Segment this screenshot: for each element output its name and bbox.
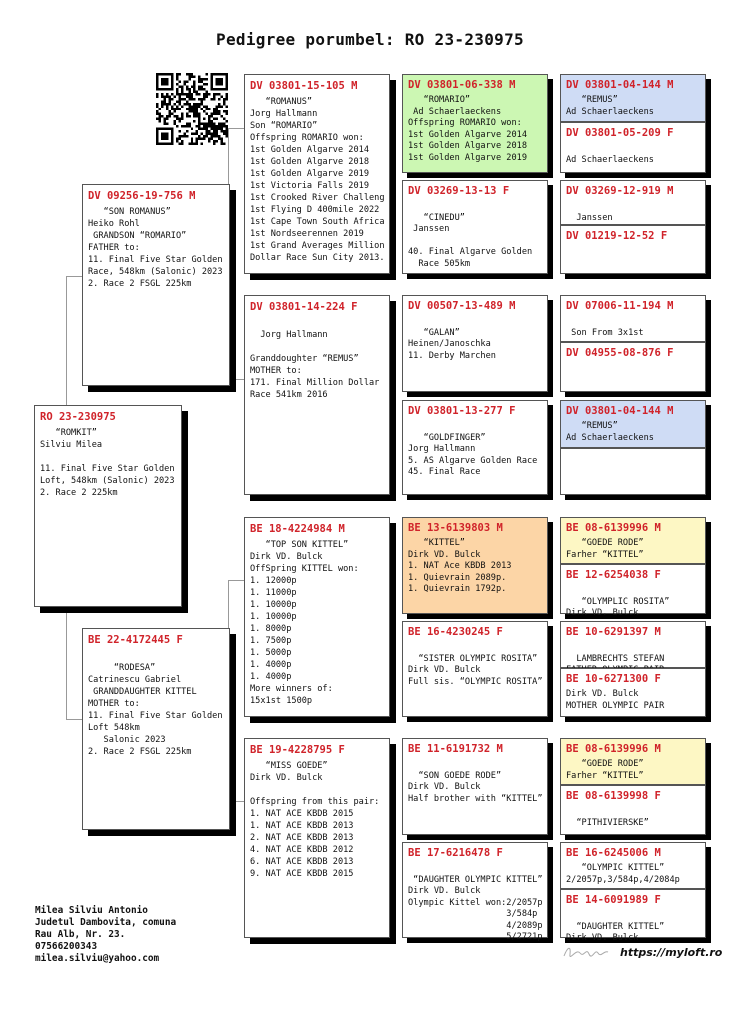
detail-line: 9. NAT ACE KBDB 2015 xyxy=(250,869,354,879)
ring-number: RO 23-230975 xyxy=(40,411,116,423)
ring-number: BE 08-6139998 F xyxy=(566,790,661,802)
detail-line: milea.silviu@yahoo.com xyxy=(35,953,160,964)
pigeon-card-gen4-4[interactable] xyxy=(560,225,706,274)
detail-line: “OLYMPLIC ROSITA” xyxy=(566,596,670,607)
detail-line: MOTHER to: xyxy=(250,366,302,376)
detail-line: “OLYMPIC KITTEL” xyxy=(566,863,665,873)
detail-line: 2/2057p,3/584p,4/2084p xyxy=(566,874,680,885)
pigeon-details xyxy=(566,95,700,118)
ring-number: DV 03801-14-224 F xyxy=(250,301,358,313)
detail-line: “SISTER OLYMPIC ROSITA” xyxy=(408,653,538,664)
ring-number: DV 03801-06-338 M xyxy=(408,79,516,91)
detail-line: Offspring ROMARIO won: xyxy=(408,118,522,128)
detail-line: Loft, 548km (Salonic) 2023 xyxy=(40,476,175,486)
detail-line: “GOEDE RODE” xyxy=(566,759,644,769)
detail-line: Dirk VD. Bulck xyxy=(566,933,639,943)
detail-line xyxy=(566,143,700,155)
detail-line: 1st Golden Algarve 2018 xyxy=(408,141,527,151)
detail-line: Race 541km 2016 xyxy=(250,390,328,400)
detail-line: More winners of: xyxy=(250,684,333,694)
detail-line: GRANDDAUGHTER KITTEL xyxy=(88,687,197,697)
detail-line: 5/2721p xyxy=(408,932,543,942)
detail-line: 1st Golden Algarve 2019 xyxy=(250,169,369,179)
pigeon-card-gen4-8[interactable] xyxy=(560,448,706,495)
detail-line: 1st Victoria Falls 2019 xyxy=(250,181,369,191)
ring-number: BE 08-6139996 M xyxy=(566,743,661,755)
detail-line: Salonic 2023 xyxy=(88,735,166,745)
pigeon-card-gen4-10[interactable] xyxy=(560,564,706,618)
connector-line xyxy=(228,580,245,802)
detail-line: 5. AS Algarve Golden Race xyxy=(408,455,538,466)
pigeon-details xyxy=(566,863,700,886)
page-title: Pedigree porumbel: RO 23-230975 xyxy=(216,30,524,49)
detail-line xyxy=(566,910,700,922)
detail-line: “CINEDU” xyxy=(408,212,465,223)
pigeon-details xyxy=(408,316,542,362)
ring-number: BE 14-6091989 F xyxy=(566,894,661,906)
pigeon-card-gen4-9[interactable] xyxy=(560,517,706,564)
detail-line: Janssen xyxy=(566,212,613,223)
detail-line xyxy=(408,642,542,654)
detail-line: Dirk VD. Bulck xyxy=(408,886,481,896)
detail-line: “ROMARIO” xyxy=(408,95,471,105)
detail-line: Heinen/Janoschka xyxy=(408,339,491,349)
ring-number: DV 03269-13-13 F xyxy=(408,185,510,197)
ring-number: DV 07006-11-194 M xyxy=(566,300,674,312)
detail-line: 1. NAT ACE KBDB 2015 xyxy=(250,809,354,819)
ring-number: BE 11-6191732 M xyxy=(408,743,503,755)
pigeon-details xyxy=(250,539,384,707)
detail-line: “KITTEL” xyxy=(408,538,465,548)
pigeon-card-gen4-16[interactable] xyxy=(560,889,706,943)
detail-line: 1. Quievrain 2089p. xyxy=(408,572,507,583)
pigeon-card-gen4-12[interactable] xyxy=(560,668,706,717)
pigeon-details xyxy=(566,585,700,620)
ring-number: DV 03801-13-277 F xyxy=(408,405,516,417)
pigeon-details xyxy=(566,421,700,444)
detail-line: 6. NAT ACE KBDB 2013 xyxy=(250,857,354,867)
detail-line: 07566200343 xyxy=(35,941,98,952)
detail-line: 1st Golden Algarve 2014 xyxy=(408,129,527,140)
pigeon-card-gen4-14[interactable] xyxy=(560,785,706,835)
detail-line: 1. 5000p xyxy=(250,648,292,658)
detail-line: 3/584p xyxy=(408,909,538,919)
detail-line: Farher “KITTEL” xyxy=(566,770,644,781)
detail-line xyxy=(408,316,542,328)
detail-line: 1. 4000p xyxy=(250,672,292,682)
detail-line: “RODESA” xyxy=(88,663,156,673)
detail-line xyxy=(88,650,224,662)
detail-line: 40. Final Algarve Golden xyxy=(408,247,533,257)
pigeon-card-gen4-13[interactable] xyxy=(560,738,706,785)
detail-line: 1st Golden Algarve 2019 xyxy=(408,152,527,163)
detail-line: 2. Race 2 FSGL 225km xyxy=(88,747,192,757)
pigeon-details xyxy=(566,759,700,782)
pigeon-details xyxy=(408,642,542,688)
detail-line: LAMBRECHTS STEFAN xyxy=(566,653,665,664)
detail-line: MOTHER to: xyxy=(88,699,140,709)
detail-line: 2. Race 2 225km xyxy=(40,488,118,498)
detail-line: Dirk VD. Bulck xyxy=(566,608,639,618)
pigeon-card-gen4-2[interactable] xyxy=(560,122,706,173)
detail-line: 1st Golden Algarve 2018 xyxy=(250,157,369,167)
pigeon-card-gen3-3[interactable] xyxy=(402,295,548,392)
pigeon-details xyxy=(566,538,700,561)
ring-number: DV 04955-08-876 F xyxy=(566,347,674,359)
detail-line xyxy=(408,201,542,213)
detail-line: 1. 4000p xyxy=(250,660,292,670)
detail-line: “GOLDFINGER” xyxy=(408,432,486,443)
detail-line: 4. NAT ACE KBDB 2012 xyxy=(250,845,354,855)
detail-line: FATHER to: xyxy=(88,243,140,253)
pigeon-details xyxy=(566,689,700,712)
pigeon-card-gen2-1[interactable] xyxy=(244,74,390,274)
pigeon-details xyxy=(408,95,542,164)
pigeon-details xyxy=(566,910,700,945)
pigeon-details xyxy=(408,759,542,805)
detail-line xyxy=(566,201,700,213)
detail-line xyxy=(408,236,542,248)
detail-line: Heiko Rohl xyxy=(88,219,140,229)
detail-line: Full sis. “OLYMPIC ROSITA” xyxy=(408,676,543,687)
pigeon-details xyxy=(250,317,384,401)
ring-number: DV 03801-15-105 M xyxy=(250,80,358,92)
pigeon-details xyxy=(566,143,700,166)
pigeon-details xyxy=(566,806,700,829)
ring-number: DV 03801-04-144 M xyxy=(566,79,674,91)
detail-line: 2. NAT ACE KBDB 2013 xyxy=(250,833,354,843)
detail-line: 1. NAT ACE KBDB 2013 xyxy=(250,821,354,831)
detail-line: Ad Schaerlaeckens xyxy=(566,154,654,165)
detail-line: MOTHER OLYMPIC PAIR xyxy=(566,700,665,711)
detail-line: “PITHIVIERSKE” xyxy=(566,817,649,828)
ring-number: DV 03269-12-919 M xyxy=(566,185,674,197)
detail-line xyxy=(408,863,542,875)
detail-line: 1. NAT Ace KBDB 2013 xyxy=(408,561,512,571)
pigeon-card-gen4-3[interactable] xyxy=(560,180,706,225)
detail-line: “GALAN” xyxy=(408,327,460,338)
detail-line: Dirk VD. Bulck xyxy=(250,773,323,783)
pigeon-card-gen3-5[interactable] xyxy=(402,517,548,614)
detail-line: Offspring ROMARIO won: xyxy=(250,133,364,143)
detail-line: 15x1st 1500p xyxy=(250,696,313,706)
pigeon-card-gen4-7[interactable] xyxy=(560,400,706,448)
qr-code-icon xyxy=(156,73,228,145)
pigeon-card-gen4-11[interactable] xyxy=(560,621,706,668)
ring-number: BE 16-4230245 F xyxy=(408,626,503,638)
ring-number: BE 19-4228795 F xyxy=(250,744,345,756)
detail-line: Half brother with “KITTEL” xyxy=(408,793,543,804)
detail-line xyxy=(250,317,384,329)
detail-line: “TOP SON KITTEL” xyxy=(250,540,349,550)
pigeon-details xyxy=(408,863,542,944)
detail-line: Dollar Race Sun City 2013. xyxy=(250,253,385,263)
detail-line: Race, 548km (Salonic) 2023 xyxy=(88,267,223,277)
detail-line xyxy=(566,585,700,597)
detail-line: “ROMKIT” xyxy=(40,428,97,438)
pigeon-card-gen4-6[interactable] xyxy=(560,342,706,392)
detail-line: 1. 10000p xyxy=(250,612,297,622)
detail-line: Judetul Dambovita, comuna xyxy=(35,917,177,928)
detail-line: OffSpring KITTEL won: xyxy=(250,564,359,574)
pigeon-details xyxy=(566,316,700,339)
ring-number: BE 12-6254038 F xyxy=(566,569,661,581)
detail-line: Jorg Hallmann xyxy=(250,109,318,119)
detail-line: 1st Flying D 400mile 2022 xyxy=(250,205,380,215)
pigeon-details xyxy=(40,427,176,499)
pigeon-card-gen2-3[interactable] xyxy=(244,517,390,717)
ring-number: DV 01219-12-52 F xyxy=(566,230,668,242)
pigeon-details xyxy=(408,421,542,479)
pigeon-details xyxy=(88,206,224,290)
pigeon-card-dam[interactable] xyxy=(82,628,230,830)
ring-number: BE 13-6139803 M xyxy=(408,522,503,534)
pigeon-card-gen3-1[interactable] xyxy=(402,74,548,173)
ring-number: BE 17-6216478 F xyxy=(408,847,503,859)
detail-line: Farher “KITTEL” xyxy=(566,549,644,560)
pigeon-card-gen4-5[interactable] xyxy=(560,295,706,342)
detail-line xyxy=(566,642,700,654)
ring-number: DV 00507-13-489 M xyxy=(408,300,516,312)
detail-line: 45. Final Race xyxy=(408,467,481,477)
ring-number: DV 03801-05-209 F xyxy=(566,127,674,139)
pigeon-details xyxy=(250,96,384,264)
pigeon-card-subject[interactable] xyxy=(34,405,182,607)
pigeon-details xyxy=(408,201,542,270)
pigeon-details xyxy=(408,538,542,596)
ring-number: BE 10-6271300 F xyxy=(566,673,661,685)
connector-line xyxy=(228,128,245,380)
detail-line: Jorg Hallmann xyxy=(408,444,476,454)
detail-line: 1. Quievrain 1792p. xyxy=(408,584,507,594)
detail-line: “DAUGHTER KITTEL” xyxy=(566,921,665,932)
detail-line xyxy=(566,806,700,818)
detail-line: “MISS GOEDE” xyxy=(250,761,328,771)
detail-line: “DAUGHTER OLYMPIC KITTEL” xyxy=(408,874,543,885)
detail-line xyxy=(250,341,384,353)
ring-number: BE 10-6291397 M xyxy=(566,626,661,638)
detail-line: 11. Final Five Star Golden xyxy=(88,711,223,721)
pigeon-card-gen4-1[interactable] xyxy=(560,74,706,122)
ring-number: BE 18-4224984 M xyxy=(250,523,345,535)
website-link[interactable]: https://myloft.ro xyxy=(620,946,723,959)
detail-line: Granddoughter “REMUS” xyxy=(250,354,359,364)
detail-line: Dirk VD. Bulck xyxy=(566,689,639,699)
detail-line: “REMUS” xyxy=(566,95,618,105)
detail-line: “SON ROMANUS” xyxy=(88,207,171,217)
detail-line: 11. Derby Marchen xyxy=(408,350,496,361)
detail-line: 1. 8000p xyxy=(250,624,292,634)
detail-line: 1. 7500p xyxy=(250,636,292,646)
detail-line: 1. 11000p xyxy=(250,588,297,598)
pigeon-card-gen3-7[interactable] xyxy=(402,738,548,835)
detail-line: Loft 548km xyxy=(88,723,140,733)
detail-line: Ad Schaerlaeckens xyxy=(408,106,502,117)
detail-line: “GOEDE RODE” xyxy=(566,538,644,548)
detail-line xyxy=(566,316,700,328)
detail-line: 1. 10000p xyxy=(250,600,297,610)
pigeon-card-gen4-15[interactable] xyxy=(560,842,706,889)
pigeon-card-gen2-2[interactable] xyxy=(244,295,390,495)
pigeon-card-gen2-4[interactable] xyxy=(244,738,390,938)
detail-line: Silviu Milea xyxy=(40,440,103,450)
detail-line: Offspring from this pair: xyxy=(250,797,380,807)
detail-line: “REMUS” xyxy=(566,421,618,431)
detail-line: Son “ROMARIO” xyxy=(250,121,318,131)
detail-line: Milea Silviu Antonio xyxy=(35,905,148,916)
detail-line: Janssen xyxy=(408,224,450,234)
pigeon-card-gen3-6[interactable] xyxy=(402,621,548,717)
detail-line: Son From 3x1st xyxy=(566,327,644,338)
ring-number: DV 09256-19-756 M xyxy=(88,190,196,202)
detail-line: 1st Nordseerennen 2019 xyxy=(250,229,364,239)
detail-line: Olympic Kittel won:2/2057p xyxy=(408,897,543,908)
ring-number: DV 03801-04-144 M xyxy=(566,405,674,417)
pigeon-details xyxy=(250,760,384,880)
detail-line: Dirk VD. Bulck xyxy=(408,549,481,560)
detail-line: Rau Alb, Nr. 23. xyxy=(35,929,126,940)
detail-line: Dirk VD. Bulck xyxy=(250,552,323,562)
detail-line: 1st Grand Averages Million xyxy=(250,241,385,251)
detail-line: 171. Final Million Dollar xyxy=(250,378,380,388)
detail-line: 2. Race 2 FSGL 225km xyxy=(88,279,192,289)
detail-line: Catrinescu Gabriel xyxy=(88,675,182,685)
detail-line xyxy=(40,451,176,463)
pigeon-card-gen3-2[interactable] xyxy=(402,180,548,274)
detail-line: 1st Cape Town South Africa xyxy=(250,217,385,227)
detail-line: Jorg Hallmann xyxy=(250,330,328,340)
detail-line: 4/2089p xyxy=(408,920,543,931)
detail-line: Race 505km xyxy=(408,258,471,269)
ring-number: BE 08-6139996 M xyxy=(566,522,661,534)
ring-number: BE 16-6245006 M xyxy=(566,847,661,859)
pigeon-details xyxy=(88,650,224,758)
owner-contact xyxy=(35,905,176,965)
detail-line: 11. Final Five Star Golden xyxy=(40,464,175,474)
detail-line: GRANDSON “ROMARIO” xyxy=(88,231,187,241)
detail-line: Ad Schaerlaeckens xyxy=(566,106,654,117)
detail-line: “SON GOEDE RODE” xyxy=(408,770,502,781)
pigeon-details xyxy=(566,201,700,224)
ring-number: BE 22-4172445 F xyxy=(88,634,183,646)
detail-line xyxy=(250,784,384,796)
pigeon-card-sire[interactable] xyxy=(82,184,230,386)
detail-line: “ROMANUS” xyxy=(250,97,313,107)
detail-line: 1. 12000p xyxy=(250,576,297,586)
detail-line: 1st Crooked River Challeng xyxy=(250,193,385,203)
detail-line xyxy=(408,759,542,771)
signature-icon xyxy=(562,944,610,960)
detail-line: 1st Golden Algarve 2014 xyxy=(250,145,369,155)
detail-line: Ad Schaerlaeckens xyxy=(566,432,654,443)
detail-line: Dirk VD. Bulck xyxy=(408,665,481,675)
pigeon-card-gen3-8[interactable] xyxy=(402,842,548,942)
pigeon-card-gen3-4[interactable] xyxy=(402,400,548,495)
detail-line: Dirk VD. Bulck xyxy=(408,782,481,792)
detail-line xyxy=(408,421,542,433)
detail-line: 11. Final Five Star Golden xyxy=(88,255,223,265)
